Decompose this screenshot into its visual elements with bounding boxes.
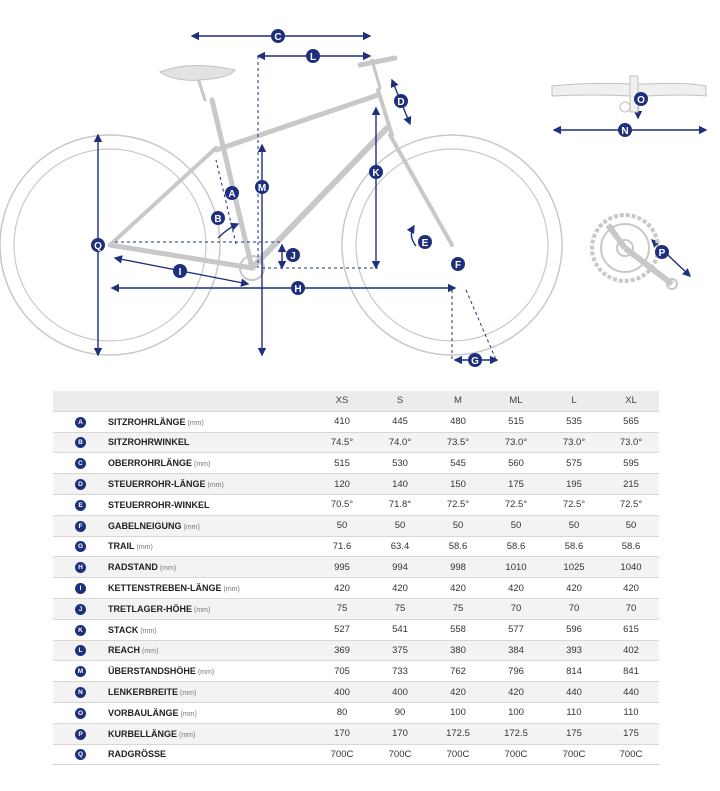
table-row: [53, 578, 659, 599]
table-row: [53, 619, 659, 640]
svg-text:B: B: [214, 214, 222, 225]
table-cell: 705: [313, 661, 371, 682]
table-row: [53, 744, 659, 765]
table-cell: 75: [429, 598, 487, 619]
table-cell: 50: [371, 515, 429, 536]
unit-label: (mm): [180, 710, 197, 718]
table-cell: 72.5°: [603, 494, 659, 515]
table-cell: 58.6: [429, 536, 487, 557]
measurement-name: REACH (mm): [108, 640, 313, 661]
table-cell: 73.0°: [487, 432, 545, 453]
letter-badge: N: [75, 687, 86, 698]
table-cell: 575: [545, 453, 603, 474]
table-cell: 50: [313, 515, 371, 536]
table-cell: 1025: [545, 557, 603, 578]
measurement-name: VORBAULÄNGE (mm): [108, 702, 313, 723]
letter-badge: K: [75, 625, 86, 636]
table-row: [53, 515, 659, 536]
table-cell: 58.6: [603, 536, 659, 557]
bike-frame: [110, 58, 452, 268]
size-header: S: [371, 391, 429, 411]
table-cell: 71.6: [313, 536, 371, 557]
dim-arc-e: [411, 226, 416, 246]
unit-label: (mm): [142, 648, 159, 656]
letter-badge: A: [75, 417, 86, 428]
table-cell: 700C: [487, 744, 545, 765]
measurement-name: RADSTAND (mm): [108, 557, 313, 578]
svg-text:A: A: [228, 189, 236, 200]
unit-label: (mm): [194, 606, 211, 614]
table-cell: 215: [603, 474, 659, 495]
table-cell: 74.5°: [313, 432, 371, 453]
letter-badge: I: [75, 583, 86, 594]
svg-text:O: O: [637, 95, 645, 106]
letter-badge: J: [75, 604, 86, 615]
table-cell: 72.5°: [429, 494, 487, 515]
table-cell: 1040: [603, 557, 659, 578]
svg-text:M: M: [257, 183, 267, 194]
letter-badge: D: [75, 479, 86, 490]
measurement-name: STEUERROHR-LÄNGE (mm): [108, 474, 313, 495]
dimension-labels: [91, 29, 669, 367]
table-cell: 420: [313, 578, 371, 599]
table-cell: 541: [371, 619, 429, 640]
table-row: [53, 536, 659, 557]
unit-label: (mm): [179, 731, 196, 739]
table-cell: 700C: [603, 744, 659, 765]
label-n: [618, 123, 632, 137]
label-e: [418, 235, 432, 249]
svg-text:F: F: [454, 260, 462, 271]
svg-text:N: N: [621, 126, 629, 137]
letter-badge: L: [75, 645, 86, 656]
label-j: [286, 248, 300, 262]
table-cell: 515: [313, 453, 371, 474]
table-cell: 170: [371, 723, 429, 744]
table-cell: 995: [313, 557, 371, 578]
table-cell: 58.6: [487, 536, 545, 557]
table-cell: 700C: [429, 744, 487, 765]
table-cell: 515: [487, 411, 545, 432]
table-cell: 80: [313, 702, 371, 723]
svg-text:E: E: [421, 238, 429, 249]
table-cell: 75: [313, 598, 371, 619]
table-cell: 70: [545, 598, 603, 619]
label-q: [91, 238, 105, 252]
label-c: [271, 29, 285, 43]
table-cell: 50: [487, 515, 545, 536]
table-cell: 58.6: [545, 536, 603, 557]
measurement-name: STACK (mm): [108, 619, 313, 640]
unit-label: (mm): [207, 482, 224, 490]
table-cell: 72.5°: [487, 494, 545, 515]
measurement-name: RADGRÖSSE: [108, 744, 313, 765]
svg-text:L: L: [309, 52, 317, 63]
table-cell: 175: [603, 723, 659, 744]
table-cell: 70: [603, 598, 659, 619]
table-cell: 400: [313, 682, 371, 703]
unit-label: (mm): [197, 669, 215, 677]
table-cell: 75: [371, 598, 429, 619]
table-row: [53, 682, 659, 703]
table-cell: 700C: [371, 744, 429, 765]
table-cell: 560: [487, 453, 545, 474]
dim-arc-b: [218, 224, 238, 238]
table-cell: 380: [429, 640, 487, 661]
table-cell: 71.8°: [371, 494, 429, 515]
table-cell: 615: [603, 619, 659, 640]
table-cell: 50: [545, 515, 603, 536]
unit-label: (mm): [187, 419, 204, 427]
table-cell: 558: [429, 619, 487, 640]
table-row: [53, 453, 659, 474]
table-cell: 73.0°: [545, 432, 603, 453]
svg-text:J: J: [290, 251, 296, 262]
table-row: [53, 598, 659, 619]
table-cell: 527: [313, 619, 371, 640]
table-cell: 50: [429, 515, 487, 536]
table-cell: 577: [487, 619, 545, 640]
table-cell: 100: [487, 702, 545, 723]
letter-badge: M: [75, 666, 86, 677]
table-row: [53, 640, 659, 661]
table-cell: 445: [371, 411, 429, 432]
table-cell: 565: [603, 411, 659, 432]
table-cell: 120: [313, 474, 371, 495]
size-header: L: [545, 391, 603, 411]
unit-label: (mm): [180, 690, 197, 698]
handlebar-top-view: [552, 76, 706, 112]
table-cell: 375: [371, 640, 429, 661]
table-cell: 175: [545, 723, 603, 744]
table-cell: 140: [371, 474, 429, 495]
size-header-row: [53, 391, 659, 411]
saddle: [160, 65, 235, 80]
table-cell: 420: [487, 578, 545, 599]
geometry-table: [53, 391, 659, 765]
letter-badge: C: [75, 458, 86, 469]
table-cell: 700C: [545, 744, 603, 765]
letter-badge: G: [75, 541, 86, 552]
table-cell: 420: [545, 578, 603, 599]
unit-label: (mm): [194, 461, 211, 469]
table-cell: 440: [603, 682, 659, 703]
table-cell: 535: [545, 411, 603, 432]
table-cell: 1010: [487, 557, 545, 578]
table-cell: 110: [603, 702, 659, 723]
svg-text:D: D: [397, 97, 405, 108]
table-cell: 172.5: [429, 723, 487, 744]
table-row: [53, 723, 659, 744]
label-b: [211, 211, 225, 225]
letter-badge: E: [75, 500, 86, 511]
table-cell: 195: [545, 474, 603, 495]
label-p: [655, 245, 669, 259]
table-cell: 420: [487, 682, 545, 703]
letter-badge: F: [75, 521, 86, 532]
measurement-name: SITZROHRLÄNGE (mm): [108, 411, 313, 432]
table-cell: 700C: [313, 744, 371, 765]
measurement-name: TRAIL (mm): [108, 536, 313, 557]
table-cell: 420: [429, 578, 487, 599]
table-cell: 994: [371, 557, 429, 578]
measurement-name: GABELNEIGUNG (mm): [108, 515, 313, 536]
table-row: [53, 411, 659, 432]
svg-text:K: K: [372, 168, 380, 179]
table-cell: 841: [603, 661, 659, 682]
table-cell: 74.0°: [371, 432, 429, 453]
table-cell: 595: [603, 453, 659, 474]
table-cell: 110: [545, 702, 603, 723]
unit-label: (mm): [136, 544, 153, 552]
table-cell: 796: [487, 661, 545, 682]
table-cell: 73.0°: [603, 432, 659, 453]
table-cell: 150: [429, 474, 487, 495]
unit-label: (mm): [223, 586, 240, 594]
label-m: [255, 180, 269, 194]
size-header: ML: [487, 391, 545, 411]
table-cell: 420: [371, 578, 429, 599]
table-cell: 70: [487, 598, 545, 619]
size-header: M: [429, 391, 487, 411]
svg-text:I: I: [178, 267, 182, 278]
measurement-name: ÜBERSTANDSHÖHE (mm): [108, 661, 313, 682]
table-cell: 998: [429, 557, 487, 578]
measurement-name: STEUERROHR-WINKEL: [108, 494, 313, 515]
table-cell: 440: [545, 682, 603, 703]
table-cell: 172.5: [487, 723, 545, 744]
table-cell: 545: [429, 453, 487, 474]
measurement-name: KETTENSTREBEN-LÄNGE (mm): [108, 578, 313, 599]
measurement-name: KURBELLÄNGE (mm): [108, 723, 313, 744]
table-cell: 63.4: [371, 536, 429, 557]
label-k: [369, 165, 383, 179]
label-o: [634, 92, 648, 106]
bike-geometry-diagram: [0, 0, 720, 380]
unit-label: (mm): [140, 627, 157, 635]
unit-label: (mm): [159, 565, 177, 573]
table-cell: 100: [429, 702, 487, 723]
table-cell: 400: [371, 682, 429, 703]
table-cell: 369: [313, 640, 371, 661]
svg-text:H: H: [294, 284, 302, 295]
letter-badge: Q: [75, 749, 86, 760]
measurement-name: OBERROHRLÄNGE (mm): [108, 453, 313, 474]
measurement-name: LENKERBREITE (mm): [108, 682, 313, 703]
measurement-name: SITZROHRWINKEL: [108, 432, 313, 453]
table-cell: 73.5°: [429, 432, 487, 453]
svg-text:P: P: [658, 248, 666, 259]
label-a: [225, 186, 239, 200]
label-h: [291, 281, 305, 295]
table-cell: 733: [371, 661, 429, 682]
table-cell: 420: [429, 682, 487, 703]
measurement-name: TRETLAGER-HÖHE (mm): [108, 598, 313, 619]
table-row: [53, 474, 659, 495]
table-cell: 90: [371, 702, 429, 723]
table-cell: 70.5°: [313, 494, 371, 515]
table-row: [53, 432, 659, 453]
table-cell: 814: [545, 661, 603, 682]
table-cell: 175: [487, 474, 545, 495]
table-cell: 72.5°: [545, 494, 603, 515]
table-cell: 170: [313, 723, 371, 744]
svg-text:G: G: [471, 356, 479, 367]
table-cell: 596: [545, 619, 603, 640]
table-cell: 420: [603, 578, 659, 599]
letter-badge: B: [75, 437, 86, 448]
svg-text:C: C: [274, 32, 282, 43]
table-cell: 480: [429, 411, 487, 432]
label-f: [451, 257, 465, 271]
label-l: [306, 49, 320, 63]
table-cell: 50: [603, 515, 659, 536]
table-row: [53, 494, 659, 515]
table-cell: 530: [371, 453, 429, 474]
table-cell: 410: [313, 411, 371, 432]
size-header: XL: [603, 391, 659, 411]
table-row: [53, 557, 659, 578]
svg-text:Q: Q: [94, 241, 102, 252]
label-g: [468, 353, 482, 367]
size-header: XS: [313, 391, 371, 411]
letter-badge: H: [75, 562, 86, 573]
label-d: [394, 94, 408, 108]
table-row: [53, 661, 659, 682]
table-row: [53, 702, 659, 723]
table-cell: 402: [603, 640, 659, 661]
table-cell: 384: [487, 640, 545, 661]
label-i: [173, 264, 187, 278]
table-cell: 762: [429, 661, 487, 682]
letter-badge: P: [75, 729, 86, 740]
table-cell: 393: [545, 640, 603, 661]
unit-label: (mm): [183, 523, 200, 531]
letter-badge: O: [75, 708, 86, 719]
